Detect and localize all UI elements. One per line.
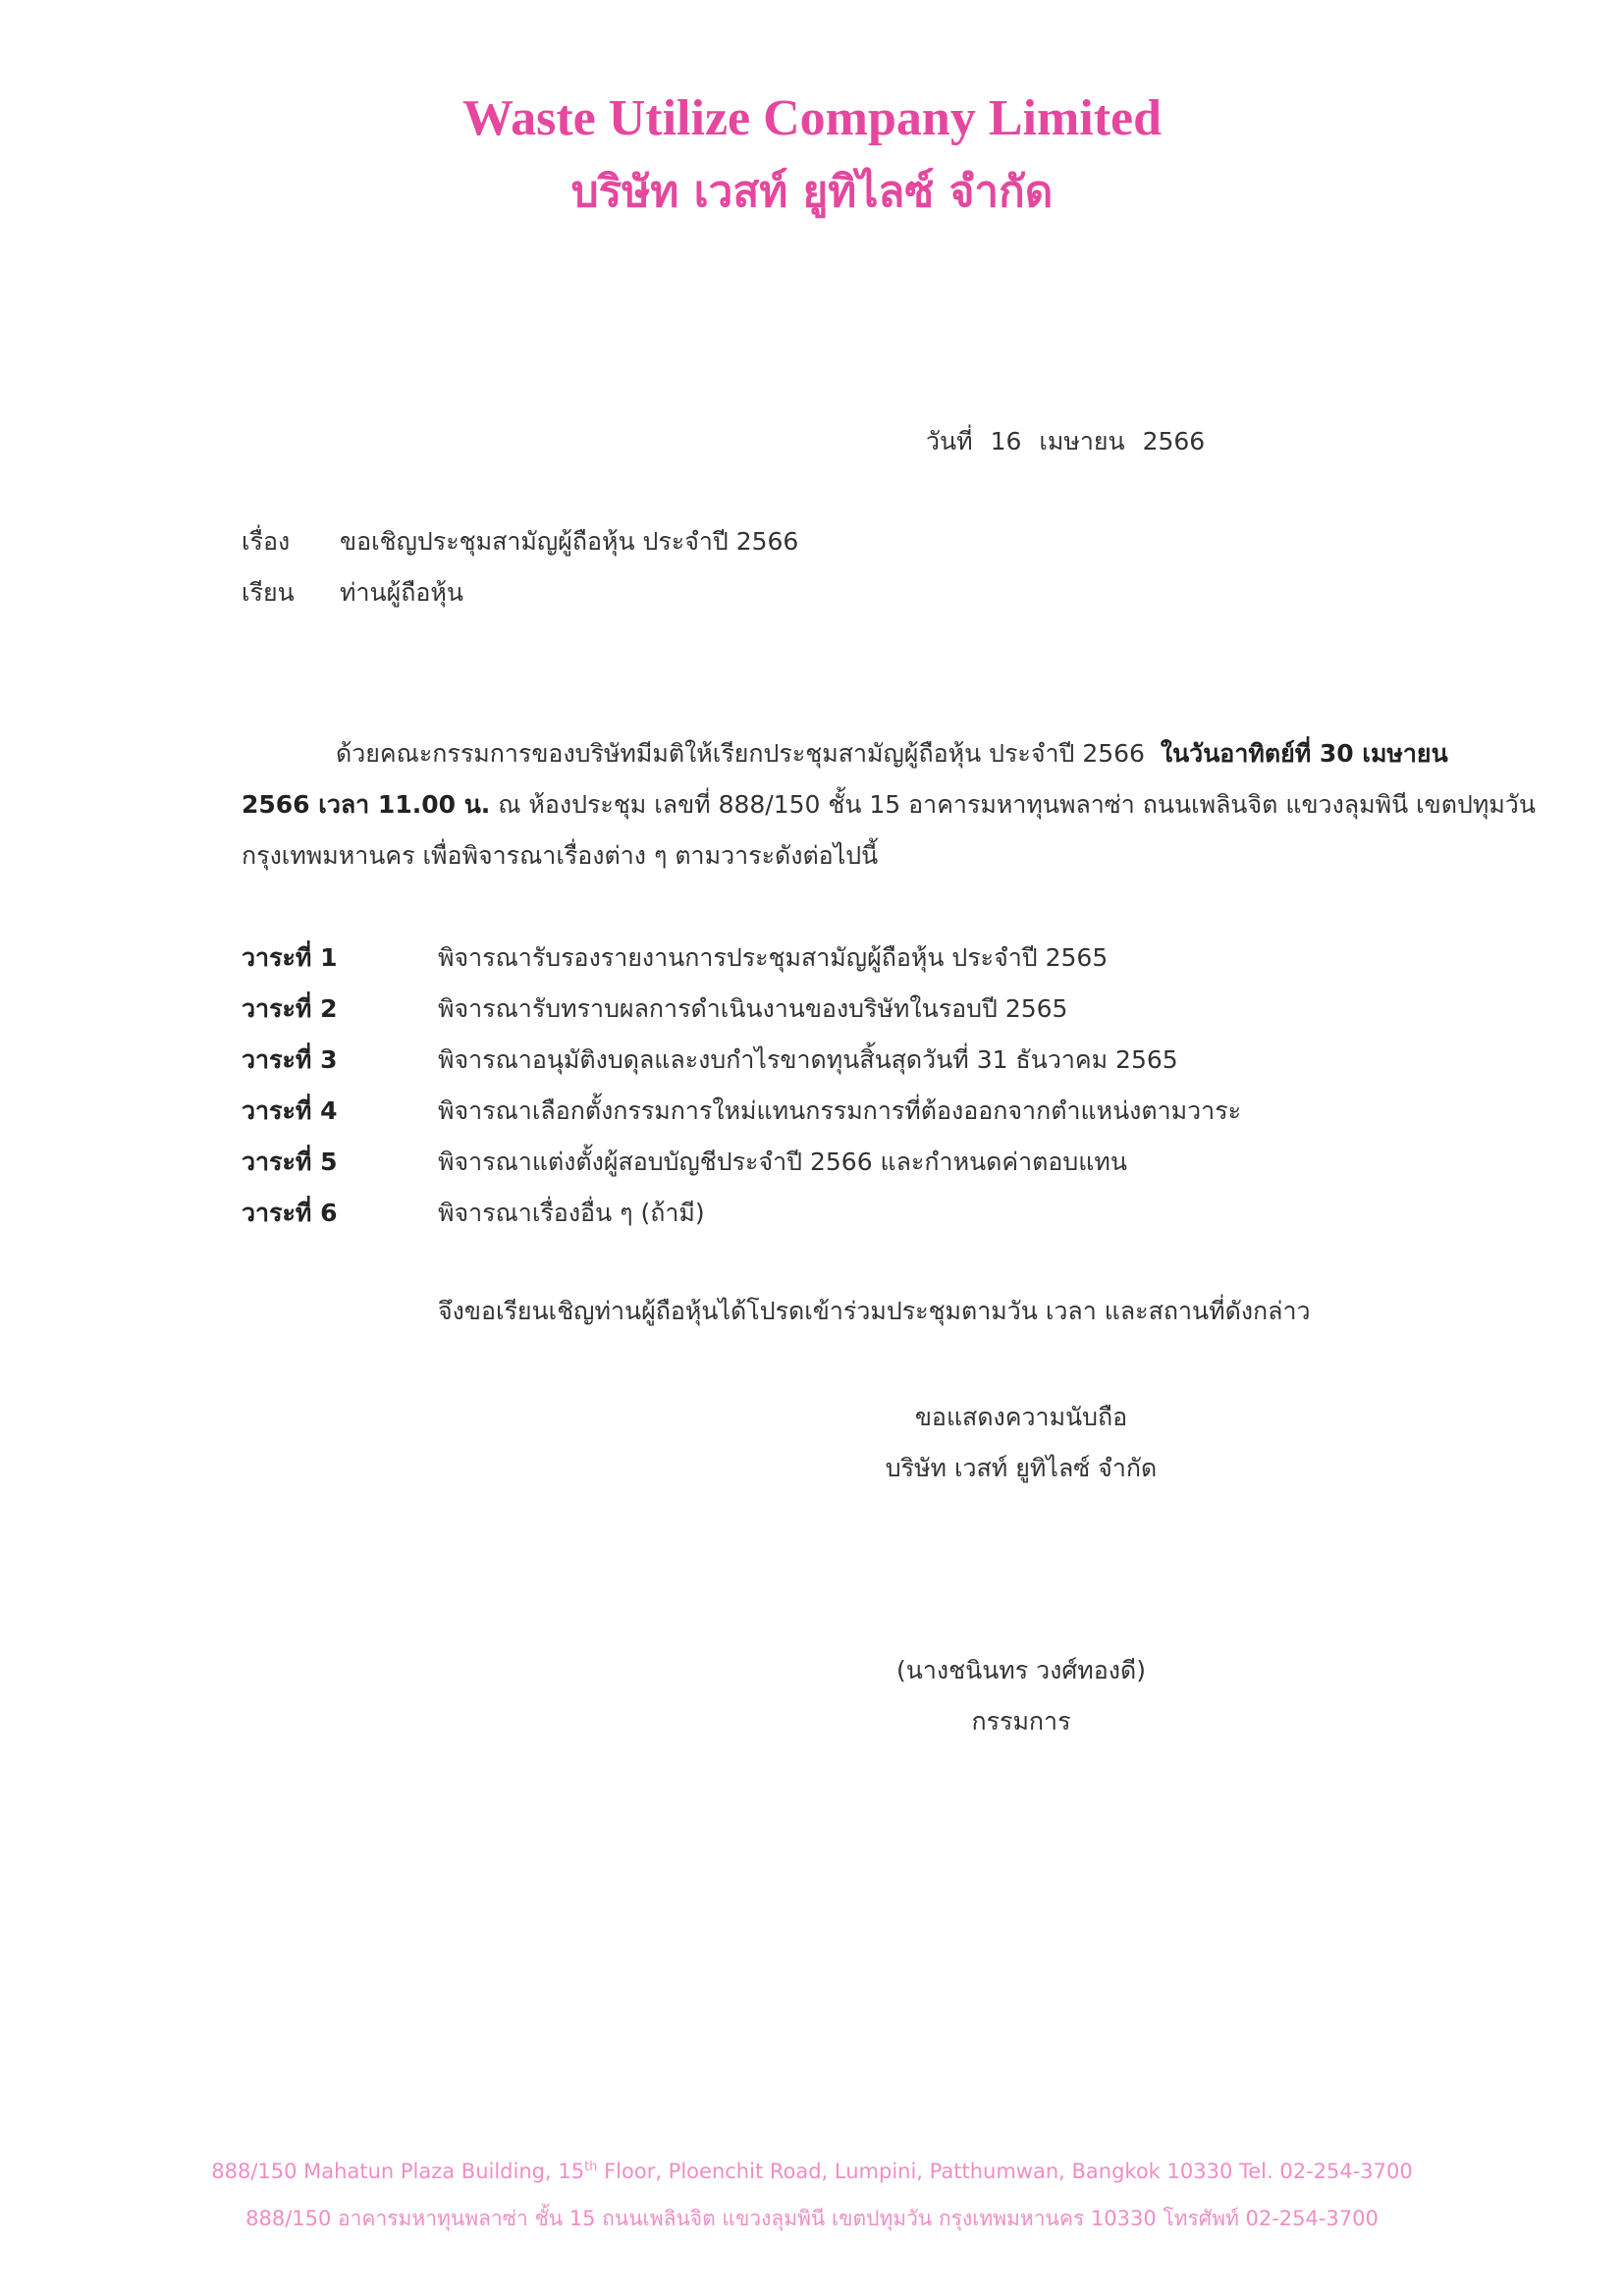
agenda-number: วาระที่ 4 [242,1096,338,1125]
footer-en-post: Floor, Ploenchit Road, Lumpini, Patthumwan, Bangkok 10330 Tel. 02-254-3700 [597,2160,1413,2183]
date-year: 2566 [1142,427,1206,455]
agenda-number: วาระที่ 2 [242,994,338,1023]
recipient-text: ท่านผู้ถือหุ้น [340,578,463,607]
agenda-item [242,984,1241,1035]
footer-en-sup: th [584,2160,598,2174]
body-paragraph [242,728,1536,881]
agenda-number: วาระที่ 1 [242,943,338,972]
body-line2-bold: 2566 เวลา 11.00 น. [242,790,491,819]
agenda-item [242,933,1241,984]
agenda-text: พิจารณารับทราบผลการดำเนินงานของบริษัทในรอบปี 2565 [438,994,1068,1023]
body-line-3: กรุงเทพมหานคร เพื่อพิจารณาเรื่องต่าง ๆ ตามวาระดังต่อไปนี้ [242,841,879,870]
agenda-text: พิจารณาแต่งตั้งผู้สอบบัญชีประจำปี 2566 และกำหนดค่าตอบแทน [438,1148,1127,1176]
body-line1-normal: ด้วยคณะกรรมการของบริษัทมีมติให้เรียกประชุมสามัญผู้ถือหุ้น ประจำปี 2566 [336,739,1145,768]
agenda-text: พิจารณาเลือกตั้งกรรมการใหม่แทนกรรมการที่ต้องออกจากตำแหน่งตามวาระ [438,1096,1242,1125]
date-line [926,422,1215,461]
company-name-en: Waste Utilize Company Limited [461,90,1163,146]
agenda-item [242,1137,1241,1188]
date-day: 16 [990,427,1022,455]
footer-address-en [0,2160,1624,2183]
closing-sentence: จึงขอเรียนเชิญท่านผู้ถือหุ้นได้โปรดเข้าร่วมประชุมตามวัน เวลา และสถานที่ดังกล่าว [438,1297,1311,1325]
date-month: เมษายน [1039,427,1125,455]
agenda-text: พิจารณาอนุมัติงบดุลและงบกำไรขาดทุนสิ้นสุดวันที่ 31 ธันวาคม 2565 [438,1045,1178,1074]
footer-en-pre: 888/150 Mahatun Plaza Building, 15 [211,2160,585,2183]
signatory-position: กรรมการ [971,1707,1071,1735]
agenda-text: พิจารณารับรองรายงานการประชุมสามัญผู้ถือหุ้น ประจำปี 2565 [438,943,1109,972]
agenda-text: พิจารณาเรื่องอื่น ๆ (ถ้ามี) [438,1199,705,1227]
agenda-list [242,933,1241,1239]
recipient-row [242,573,463,613]
subject-text: ขอเชิญประชุมสามัญผู้ถือหุ้น ประจำปี 2566 [340,527,799,556]
agenda-item [242,1188,1241,1239]
agenda-number: วาระที่ 6 [242,1199,338,1227]
agenda-item [242,1035,1241,1086]
recipient-label: เรียน [242,578,295,607]
agenda-number: วาระที่ 3 [242,1045,338,1074]
agenda-number: วาระที่ 5 [242,1148,338,1176]
subject-label: เรื่อง [242,527,291,556]
subject-row [242,522,798,561]
agenda-item [242,1086,1241,1137]
sign-company: บริษัท เวสท์ ยูทิไลซ์ จำกัด [885,1454,1158,1482]
sign-regards: ขอแสดงความนับถือ [914,1403,1128,1431]
date-label: วันที่ [926,427,973,455]
company-name-th: บริษัท เวสท์ ยูทิไลซ์ จำกัด [570,167,1054,217]
body-line1-bold: ในวันอาทิตย์ที่ 30 เมษายน [1160,739,1448,768]
body-line-2 [242,779,1536,830]
footer-address-th: 888/150 อาคารมหาทุนพลาซ่า ชั้น 15 ถนนเพลินจิต แขวงลุมพินี เขตปทุมวัน กรุงเทพมหานคร 10330 โทรศัพท์ 02-254-3700 [245,2207,1379,2230]
body-line2-normal: ณ ห้องประชุม เลขที่ 888/150 ชั้น 15 อาคารมหาทุนพลาซ่า ถนนเพลินจิต แขวงลุมพินี เขตปทุมวัน [498,790,1536,819]
body-line-1 [242,728,1469,779]
signatory-name: (นางชนินทร วงศ์ทองดี) [896,1656,1146,1684]
